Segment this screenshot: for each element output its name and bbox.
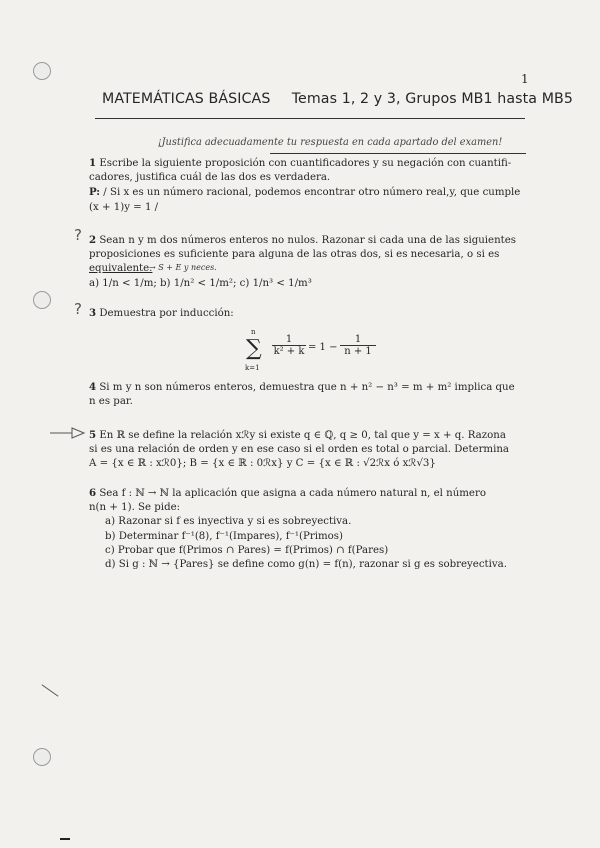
exercise-text: A = {x ∈ ℝ : xℛ0}; B = {x ∈ ℝ : 0ℛx} y C = {x ∈ ℝ : √2ℛx ó xℛ√3} bbox=[89, 458, 436, 470]
exercise-text: Demuestra por inducción: bbox=[96, 308, 234, 319]
exercise-text: Sea f : ℕ → ℕ la aplicación que asigna a cada número natural n, el número bbox=[96, 488, 486, 499]
exercise-text: a) 1/n < 1/m; b) 1/n² < 1/m²; c) 1/n³ < 1/m³ bbox=[89, 277, 312, 289]
exercise-number: 2 bbox=[89, 234, 97, 246]
exercise-part-a: a) Razonar si f es inyectiva y si es sobreyectiva. bbox=[105, 516, 352, 528]
exercise-text: Escribe la siguiente proposición con cuantificadores y su negación con cuantifi- bbox=[96, 158, 512, 169]
exercise-text: cadores, justifica cuál de las dos es verdadera. bbox=[89, 172, 331, 184]
exercise-number: 4 bbox=[89, 381, 97, 393]
exercise-text: Si m y n son números enteros, demuestra que n + n² − n³ = m + m² implica que bbox=[96, 382, 515, 393]
scan-mark bbox=[42, 684, 59, 696]
exercise-part-c: c) Probar que f(Primos ∩ Pares) = f(Primos) ∩ f(Pares) bbox=[105, 544, 389, 556]
exercise-number: 6 bbox=[89, 487, 97, 499]
punch-hole bbox=[33, 62, 51, 80]
exam-subtitle: Temas 1, 2 y 3, Grupos MB1 hasta MB5 bbox=[291, 91, 573, 107]
scan-mark bbox=[60, 838, 70, 840]
handwritten-arrow-icon bbox=[50, 427, 90, 443]
handwritten-question-mark: ? bbox=[74, 226, 82, 244]
exercise-2 bbox=[89, 233, 529, 291]
exercise-3 bbox=[89, 306, 529, 321]
instruction-text: ¡Justifica adecuadamente tu respuesta en cada apartado del examen! bbox=[157, 137, 503, 148]
handwritten-question-mark: ? bbox=[74, 300, 82, 318]
fraction-numerator: 1 bbox=[272, 334, 306, 346]
punch-hole bbox=[33, 291, 51, 309]
fraction-denominator: k² + k bbox=[273, 346, 305, 357]
sum-upper-limit: n bbox=[251, 328, 256, 336]
course-title: MATEMÁTICAS BÁSICAS bbox=[102, 91, 271, 107]
exercise-text: / Si x es un número racional, podemos encontrar otro número real,y, que cumple bbox=[100, 187, 521, 199]
exercise-text: (x + 1)y = 1 / bbox=[89, 201, 159, 213]
exercise-text: Sean n y m dos números enteros no nulos. Razonar si cada una de las siguientes bbox=[96, 235, 516, 246]
fraction-numerator: 1 bbox=[340, 334, 376, 346]
proposition-label: P: bbox=[89, 186, 101, 199]
exercise-4 bbox=[89, 380, 529, 409]
fraction-denominator: n + 1 bbox=[344, 346, 372, 357]
exercise-text: En ℝ se define la relación xℛy si existe q ∈ ℚ, q ≥ 0, tal que y = x + q. Razona bbox=[96, 430, 506, 441]
induction-formula bbox=[240, 330, 380, 374]
exercise-part-b: b) Determinar f⁻¹(8), f⁻¹(Impares), f⁻¹(Primos) bbox=[105, 530, 343, 542]
sum-symbol: ∑ bbox=[246, 336, 262, 361]
punch-hole bbox=[33, 748, 51, 766]
instruction-rule bbox=[270, 153, 526, 154]
exercise-6 bbox=[89, 486, 529, 572]
exercise-number: 3 bbox=[89, 307, 97, 319]
exercise-1 bbox=[89, 156, 529, 215]
exercise-number: 5 bbox=[89, 429, 97, 441]
header-rule bbox=[95, 118, 525, 119]
exercise-5 bbox=[89, 428, 529, 472]
handwritten-note: → S + E y neces. bbox=[149, 263, 217, 272]
exam-header bbox=[102, 91, 573, 107]
exercise-part-d: d) Si g : ℕ → {Pares} se define como g(n) = f(n), razonar si g es sobreyectiva. bbox=[105, 559, 507, 571]
exercise-text: si es una relación de orden y en ese caso si el orden es total o parcial. Determina bbox=[89, 444, 509, 456]
sum-lower-limit: k=1 bbox=[245, 364, 260, 372]
fraction-left bbox=[272, 334, 306, 357]
exercise-text: proposiciones es suficiente para alguna de las otras dos, si es necesaria, o si es bbox=[89, 249, 500, 261]
exercise-text: n es par. bbox=[89, 396, 133, 408]
exercise-text: equivalente. bbox=[89, 263, 153, 275]
page-number: 1 bbox=[521, 72, 529, 86]
equals-one-minus: = 1 − bbox=[308, 342, 338, 353]
exercise-number: 1 bbox=[89, 157, 97, 169]
fraction-right bbox=[340, 334, 376, 357]
exercise-text: n(n + 1). Se pide: bbox=[89, 502, 181, 514]
